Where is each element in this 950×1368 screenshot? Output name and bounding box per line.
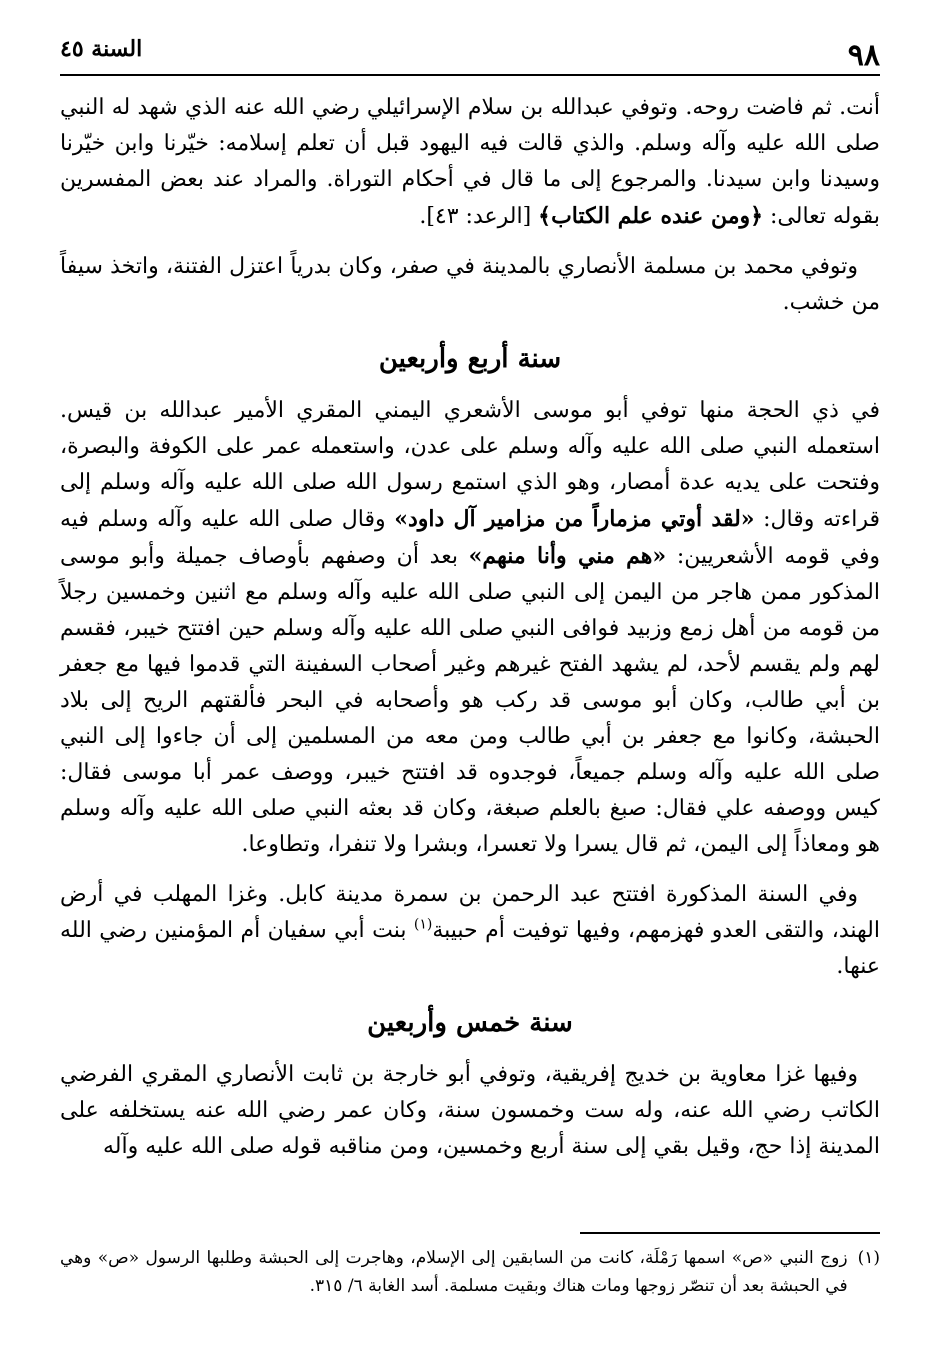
- paragraph-text: في ذي الحجة منها توفي أبو موسى الأشعري اليمني المقري الأمير عبدالله بن قيس. استعمله النبي صلى الله عليه وآله وسلم على عدن، واستعمله عمر على الكوفة والبصرة، وفتحت على يديه عدة أمصار، وهو الذي استمع رسول الله صلى الله عليه وآله وسلم إلى قراءته وقال:: [60, 398, 880, 532]
- paragraph-abu-musa: [60, 393, 880, 863]
- footnotes: [60, 1244, 880, 1300]
- hadith-quote: «لقد أوتي مزماراً من مزامير آل داود»: [394, 506, 755, 532]
- hadith-quote: «هم مني وأنا منهم»: [468, 543, 667, 569]
- paragraph-abdullah-bin-salam: [60, 90, 880, 235]
- paragraph-muawiya: وفيها غزا معاوية بن خديج إفريقية، وتوفي أبو خارجة بن ثابت الأنصاري المقري الفرضي الكاتب رضي الله عنه، وله ست وخمسون سنة، وكان عمر رضي الله عنه يستخلفه على المدينة إذا حج، وقيل بقي إلى سنة أربع وخمسين، ومن مناقبه قوله صلى الله عليه وآله: [60, 1062, 880, 1159]
- section-heading-45: سنة خمس وأربعين: [367, 1008, 573, 1038]
- footnote: [60, 1244, 880, 1300]
- book-page: [60, 20, 880, 1340]
- running-title: السنة ٤٥: [60, 36, 143, 62]
- paragraph-text: وقال صلى الله عليه وآله وسلم فيه وفي قومه الأشعريين:: [60, 507, 881, 569]
- paragraph-text: بنت أبي سفيان أم المؤمنين رضي الله عنها.: [60, 918, 880, 979]
- running-header: [60, 30, 880, 76]
- footnote-reference[interactable]: (١): [413, 916, 433, 933]
- footnote-divider: [580, 1232, 880, 1234]
- page-number: ٩٨: [847, 38, 880, 73]
- footnote-number: (١): [857, 1248, 880, 1268]
- paragraph-text: أنت. ثم فاضت روحه. وتوفي عبدالله بن سلام الإسرائيلي رضي الله عنه الذي شهد له النبي صلى الله عليه وآله وسلم. والذي قالت فيه اليهود قبل أن تعلم إسلامه: خيّرنا وابن خيّرنا وسيدنا وابن سيدنا. والمرجوع إلى ما قال في أحكام التوراة. والمراد عند بعض المفسرين بقوله تعالى:: [60, 95, 880, 229]
- paragraph-text: [الرعد: ٤٣].: [419, 204, 539, 229]
- paragraph-kabul: [60, 877, 880, 985]
- footnote-text: زوج النبي «ص» اسمها رَمْلَة، كانت من السابقين إلى الإسلام، وهاجرت إلى الحبشة وطلبها الرسول «ص» وهي في الحبشة بعد أن تنصّر زوجها ومات هناك وبقيت مسلمة. أسد الغابة ٦/ ٣١٥.: [60, 1248, 848, 1296]
- paragraph-text: بعد أن وصفهم بأوصاف جميلة وأبو موسى المذكور ممن هاجر من اليمن إلى النبي صلى الله عليه وآله وسلم مع اثنين وخمسين رجلاً من قومه من أهل زمع وزبيد فوافى النبي صلى الله عليه وآله وسلم حين افتتح خيبر، فقسم لهم ولم يقسم لأحد، لم يشهد الفتح غيرهم وغير أصحاب السفينة التي قدموا فيها مع جعفر بن أبي طالب، وكان أبو موسى قد ركب هو وأصحابه في البحر فألقتهم الريح إلى بلاد الحبشة، وكانوا مع جعفر بن أبي طالب ومن معه من المسلمين إلى أن جاءوا إلى النبي صلى الله عليه وآله وسلم جميعاً، فوجدوه قد افتتح خيبر، ووصف عمر أبا موسى فقال: كيس ووصفه علي فقال: صبغ بالعلم صبغة، وكان قد بعثه النبي صلى الله عليه وآله وسلم هو ومعاذاً إلى اليمن، ثم قال يسرا ولا تعسرا، وبشرا ولا تنفرا، وتطاوعا.: [60, 544, 880, 857]
- section-heading-44: سنة أربع وأربعين: [378, 344, 562, 374]
- paragraph-text: وفي السنة المذكورة افتتح عبد الرحمن بن سمرة مدينة كابل. وغزا المهلب في أرض الهند، والتقى العدو فهزمهم، وفيها توفيت أم حبيبة: [60, 882, 880, 943]
- paragraph-muhammad-bin-maslama: وتوفي محمد بن مسلمة الأنصاري بالمدينة في صفر، وكان بدرياً اعتزل الفتنة، واتخذ سيفاً من خشب.: [60, 254, 880, 315]
- quran-quote: ﴿ومن عنده علم الكتاب﴾: [538, 203, 763, 229]
- body-text: [60, 90, 880, 1179]
